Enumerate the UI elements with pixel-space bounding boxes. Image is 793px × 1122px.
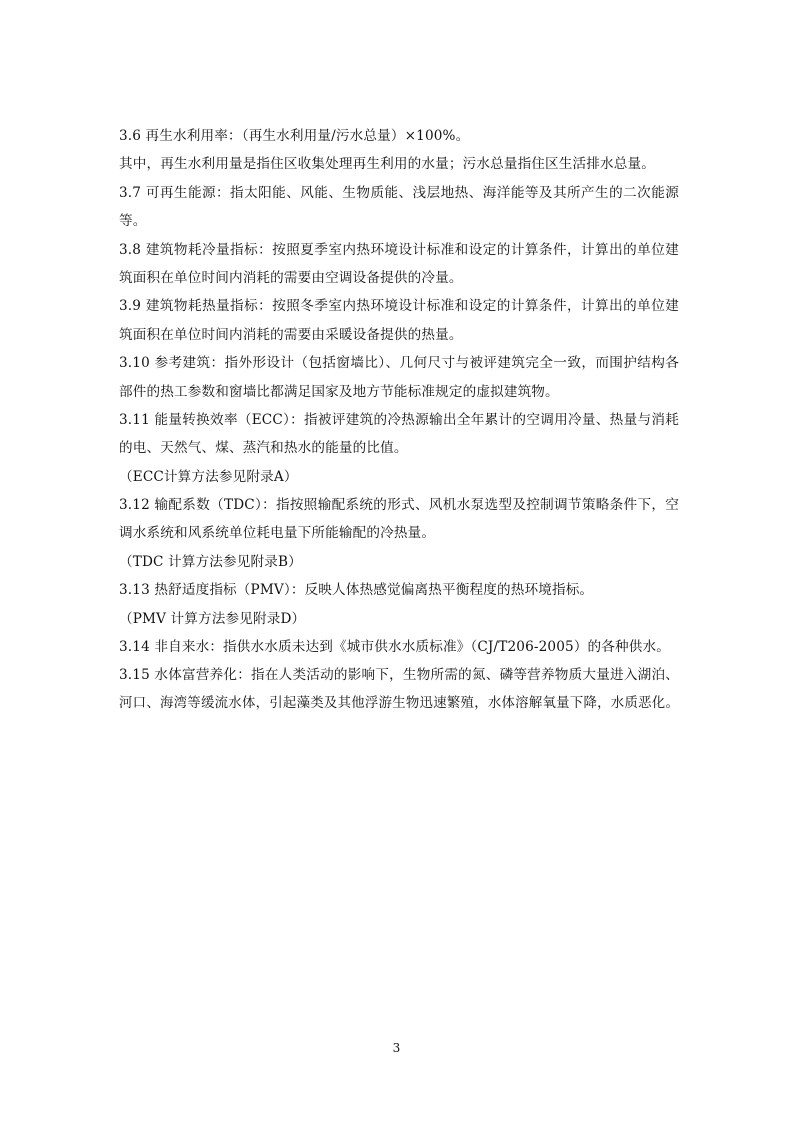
line-3-12-ref: （TDC 计算方法参见附录B） xyxy=(119,553,302,570)
line-3-6-note: 其中，再生水利用量是指住区收集处理再生利用的水量；污水总量指住区生活排水总量。 xyxy=(119,156,656,173)
line-3-15-cont: 河口、海湾等缓流水体，引起藻类及其他浮游生物迅速繁殖，水体溶解氧量下降，水质恶化。 xyxy=(119,695,679,711)
line-3-12: 3.12 输配系数（TDC）：指按照输配系统的形式、风机水泵选型及控制调节策略条件下，空 xyxy=(119,497,679,514)
line-3-13-ref: （PMV 计算方法参见附录D） xyxy=(119,610,306,627)
line-3-9-cont: 筑面积在单位时间内消耗的需要由采暖设备提供的热量。 xyxy=(119,326,463,343)
line-3-8-cont: 筑面积在单位时间内消耗的需要由空调设备提供的冷量。 xyxy=(119,269,463,286)
line-3-13: 3.13 热舒适度指标（PMV）：反映人体热感觉偏离热平衡程度的热环境指标。 xyxy=(119,582,594,599)
line-3-11-ref: （ECC计算方法参见附录A） xyxy=(119,468,298,485)
line-3-9: 3.9 建筑物耗热量指标：按照冬季室内热环境设计标准和设定的计算条件，计算出的单位建 xyxy=(119,298,679,315)
line-3-7-cont: 等。 xyxy=(119,213,147,230)
line-3-8: 3.8 建筑物耗冷量指标：按照夏季室内热环境设计标准和设定的计算条件，计算出的单位建 xyxy=(119,241,679,258)
page-number: 3 xyxy=(392,1041,401,1055)
line-3-7: 3.7 可再生能源：指太阳能、风能、生物质能、浅层地热、海洋能等及其所产生的二次能源 xyxy=(119,184,679,201)
document-body xyxy=(119,122,679,718)
line-3-12-cont: 调水系统和风系统单位耗电量下所能输配的冷热量。 xyxy=(119,525,436,542)
line-3-10: 3.10 参考建筑：指外形设计（包括窗墙比）、几何尺寸与被评建筑完全一致，而围护结构各 xyxy=(119,355,679,372)
line-3-14: 3.14 非自来水：指供水水质未达到《城市供水水质标准》（CJ/T206-2005）的各种供水。 xyxy=(119,639,671,656)
line-3-11: 3.11 能量转换效率（ECC）：指被评建筑的冷热源输出全年累计的空调用冷量、热量与消耗 xyxy=(119,411,679,428)
line-3-10-cont: 部件的热工参数和窗墙比都满足国家及地方节能标准规定的虚拟建筑物。 xyxy=(119,383,559,400)
line-3-15: 3.15 水体富营养化：指在人类活动的影响下，生物所需的氮、磷等营养物质大量进入湖泊、 xyxy=(119,667,679,684)
line-3-11-cont: 的电、天然气、煤、蒸汽和热水的能量的比值。 xyxy=(119,440,408,457)
line-3-6: 3.6 再生水利用率：（再生水利用量/污水总量）×100%。 xyxy=(119,128,470,144)
